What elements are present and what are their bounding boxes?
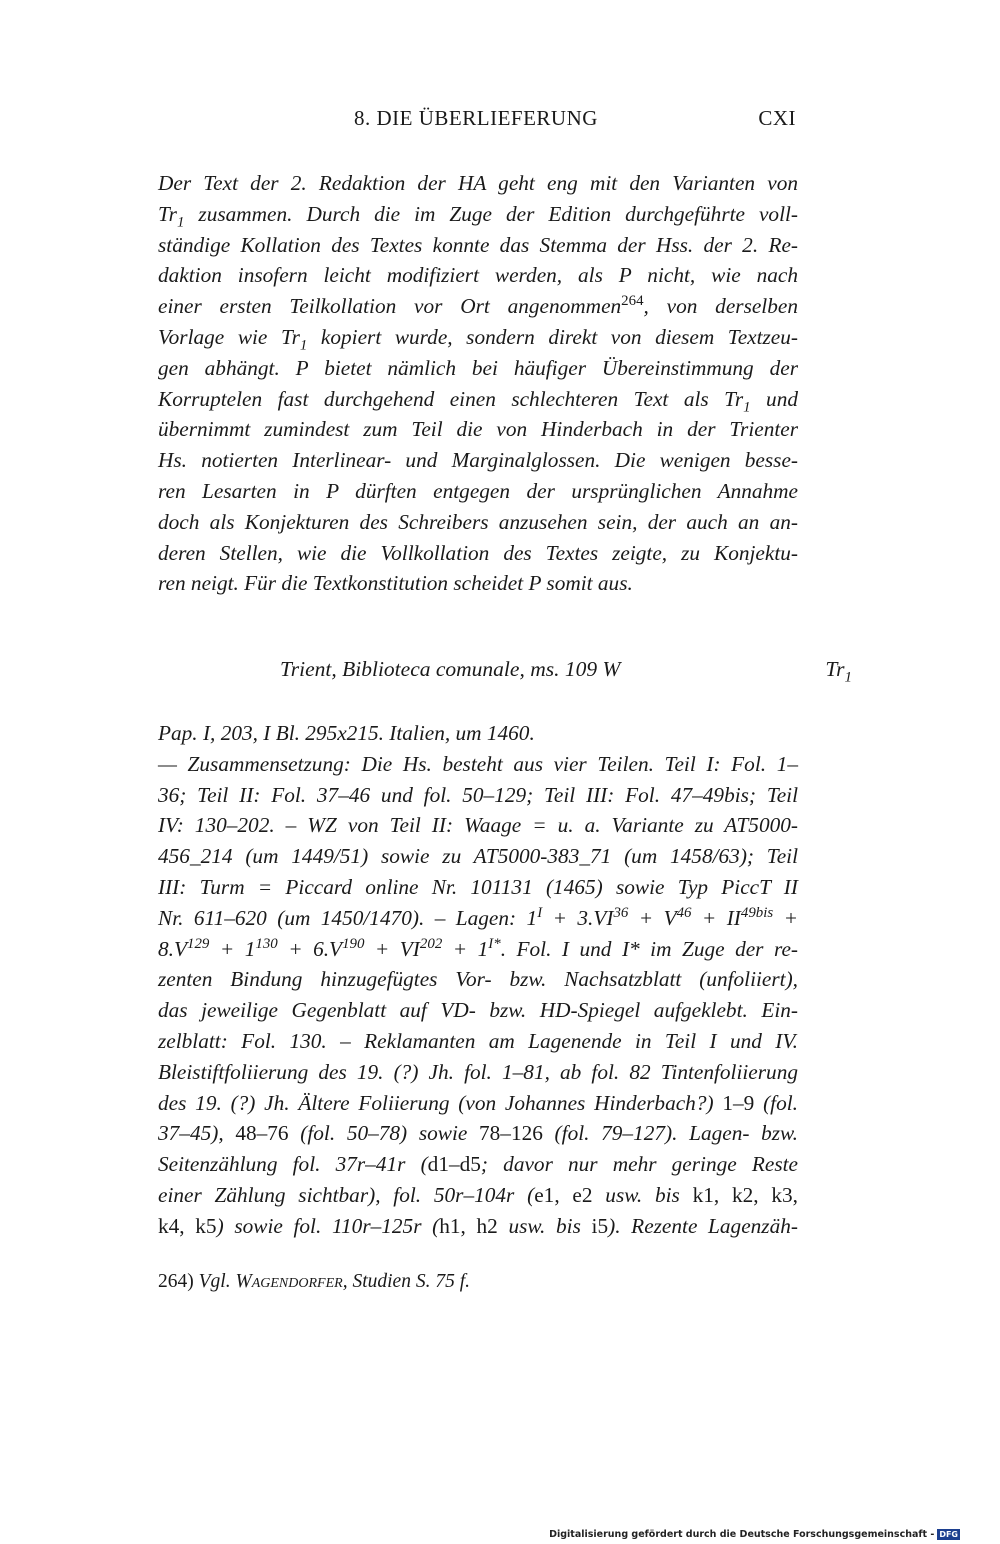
text-line: zenten Bindung hinzugefügtes Vor- bzw. Nachsatzblatt (unfoliiert), — [158, 967, 798, 992]
footnote-ref: 264 — [621, 293, 644, 310]
text-line: III: Turm = Piccard online Nr. 101131 (1465) sowie Typ PiccT II — [158, 874, 798, 899]
text-line: Der Text der 2. Redaktion der HA geht eng mit den Varianten von — [158, 171, 798, 195]
footnote-264: 264) Vgl. Wagendorfer, Studien S. 75 f. — [158, 1271, 470, 1292]
text-line: ständige Kollation des Textes konnte das Stemma der Hss. der 2. Re- — [158, 232, 798, 257]
funding-notice — [549, 1527, 960, 1541]
running-header — [158, 106, 796, 140]
text-line: IV: 130–202. – WZ von Teil II: Waage = u. a. Variante zu AT5000- — [158, 813, 798, 838]
body-paragraph-1 — [158, 168, 798, 599]
manuscript-heading — [158, 657, 852, 689]
text-line: ren Lesarten in P dürften entgegen der ursprünglichen Annahme — [158, 478, 798, 503]
text-line: 37–45), 48–76 (fol. 50–78) sowie 78–126 (fol. 79–127). Lagen- bzw. — [158, 1121, 798, 1146]
manuscript-title: Trient, Biblioteca comunale, ms. 109 W — [280, 657, 621, 681]
dfg-logo: DFG — [939, 1529, 958, 1539]
text-line: übernimmt zumindest zum Teil die von Hinderbach in der Trienter — [158, 417, 798, 442]
text-line: $Tr_1$ zusammen. Durch die im Zuge der Edition durchgeführte voll- — [158, 201, 798, 231]
text-line: $8.V^{129} + 1^{130} + 6.V^{190} + VI^{202} + 1^{I*}$. Fol. I und I* im Zuge der re- — [158, 935, 798, 961]
text-line: Seitenzählung fol. 37r–41r (d1–d5; davor nur mehr geringe Reste — [158, 1152, 798, 1177]
footnote-author: Wagendorfer — [235, 1271, 343, 1292]
text-line: — Zusammensetzung: Die Hs. besteht aus vier Teilen. Teil I: Fol. 1– — [158, 751, 798, 776]
text-line: das jeweilige Gegenblatt auf VD- bzw. HD-Spiegel aufgeklebt. Ein- — [158, 998, 798, 1023]
running-head-title: 8. DIE ÜBERLIEFERUNG — [354, 106, 598, 130]
manuscript-siglum: $Tr_1$ — [825, 657, 852, 686]
manuscript-description — [158, 718, 798, 1242]
text-line: Korruptelen fast durchgehend einen schlechteren Text als $Tr_1$ und — [158, 386, 798, 415]
text-line: des 19. (?) Jh. Ältere Foliierung (von Johannes Hinderbach?) 1–9 (fol. — [158, 1090, 798, 1115]
text-line: doch als Konjekturen des Schreibers anzusehen sein, der auch an an- — [158, 509, 798, 534]
page-number: CXI — [758, 106, 796, 130]
text-line: einer Zählung sichtbar), fol. 50r–104r (e1, e2 usw. bis k1, k2, k3, — [158, 1182, 799, 1207]
text-line: einer ersten Teilkollation vor Ort angenommen$^{264}$, von derselben — [158, 293, 798, 319]
footnote-number: 264) — [158, 1271, 199, 1292]
text-line: daktion insofern leicht modifiziert werden, als P nicht, wie nach — [158, 263, 798, 288]
text-line: zelblatt: Fol. 130. – Reklamanten am Lagenende in Teil I und IV. — [158, 1028, 798, 1053]
text-line: Vorlage wie $Tr_1$ kopiert wurde, sondern direkt von diesem Textzeu- — [158, 324, 798, 354]
text-line: Pap. I, 203, I Bl. 295x215. Italien, um 1460. — [158, 721, 535, 745]
text-line: Bleistiftfoliierung des 19. (?) Jh. fol. 1–81, ab fol. 82 Tintenfoliierung — [158, 1059, 798, 1084]
text-line: 456_214 (um 1449/51) sowie zu AT5000-383_71 (um 1458/63); Teil — [158, 844, 798, 869]
funding-text: Digitalisierung gefördert durch die Deutsche Forschungsgemeinschaft - — [549, 1528, 935, 1540]
text-line: ren neigt. Für die Textkonstitution scheidet P somit aus. — [158, 571, 633, 596]
text-line: k4, k5) sowie fol. 110r–125r (h1, h2 usw. bis i5). Rezente Lagenzäh- — [158, 1213, 798, 1238]
text-line: Hs. notierten Interlinear- und Marginalglossen. Die wenigen besse- — [158, 448, 798, 473]
text-line: 36; Teil II: Fol. 37–46 und fol. 50–129; Teil III: Fol. 47–49bis; Teil — [158, 782, 798, 807]
text-line: Nr. 611–620 (um 1450/1470). – Lagen: $1^I + 3.VI^{36} + V^{46} + II^{49bis}$ + — [158, 904, 798, 930]
text-line: deren Stellen, wie die Vollkollation des Textes zeigte, zu Konjektu- — [158, 540, 798, 565]
text-line: gen abhängt. P bietet nämlich bei häufiger Übereinstimmung der — [158, 355, 798, 380]
